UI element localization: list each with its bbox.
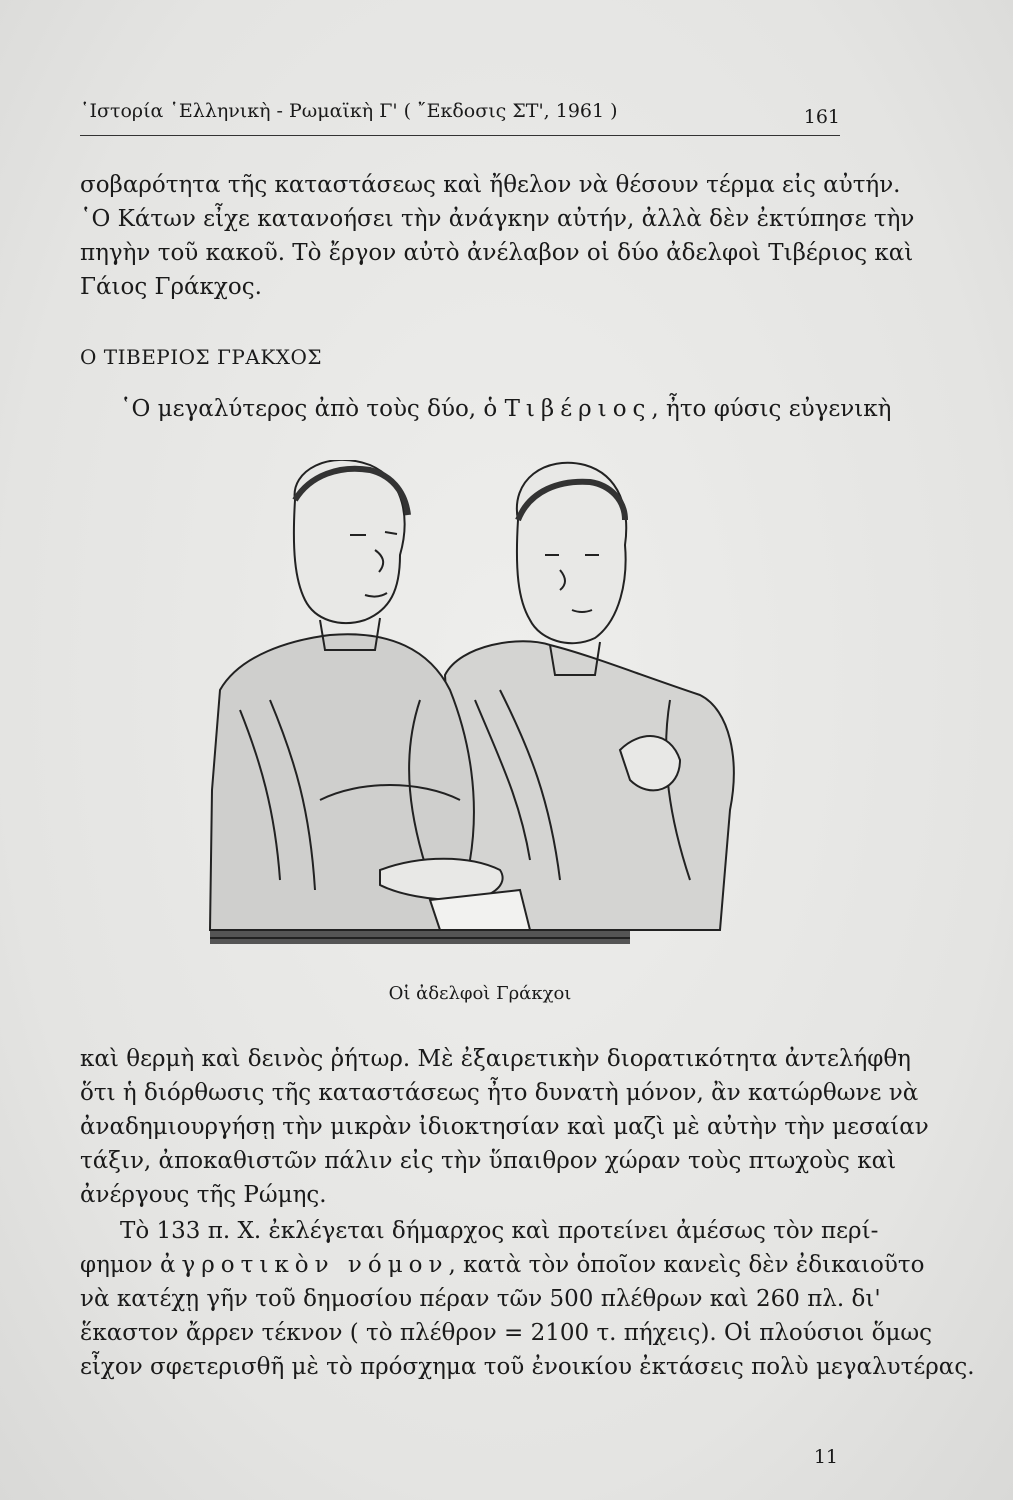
page-number: 161: [803, 106, 840, 128]
text-line: ἀναδημιουργήσῃ τὴν μικρὰν ἰδιοκτησίαν καὶ μαζὶ μὲ αὐτὴν τὴν μεσαίαν: [80, 1114, 929, 1140]
emphasized-law-name: ἀγροτικὸν νόμον: [159, 1252, 449, 1278]
engraving-illustration: [200, 460, 760, 960]
text-line: Τὸ 133 π. Χ. ἐκλέγεται δήμαρχος καὶ προτείνει ἀμέσως τὸν περί-: [120, 1218, 879, 1244]
text-line: καὶ θερμὴ καὶ δεινὸς ῥήτωρ. Μὲ ἐξαιρετικὴν διορατικότητα ἀντελήφθη: [80, 1046, 911, 1072]
text-line: τάξιν, ἀποκαθιστῶν πάλιν εἰς τὴν ὕπαιθρον χώραν τοὺς πτωχοὺς καὶ: [80, 1148, 897, 1174]
text-line: εἶχον σφετερισθῆ μὲ τὸ πρόσχημα τοῦ ἐνοικίου ἐκτάσεις πολὺ μεγαλυτέρας.: [80, 1354, 975, 1380]
section-first-line: [80, 392, 892, 426]
text-line: ἀνέργους τῆς Ρώμης.: [80, 1182, 327, 1208]
running-title: ῾Ιστορία ῾Ελληνικὴ - Ρωμαϊκὴ Γ' ( ῎Εκδοσις ΣΤ', 1961 ): [80, 100, 618, 122]
law-line-end: , κατὰ τὸν ὁποῖον κανεὶς δὲν ἐδικαιοῦτο: [448, 1252, 925, 1278]
text-line: πηγὴν τοῦ κακοῦ. Τὸ ἔργον αὐτὸ ἀνέλαβον οἱ δύο ἀδελφοὶ Τιβέριος καὶ: [80, 240, 914, 266]
gracchi-brothers-engraving: [200, 460, 760, 960]
figure-gaius: [445, 463, 734, 930]
emphasized-name: Τιβέριος: [504, 396, 652, 422]
text-line: ἕκαστον ἄρρεν τέκνον ( τὸ πλέθρον = 2100 τ. πήχεις). Οἱ πλούσιοι ὅμως: [80, 1320, 933, 1346]
text-line: ὅτι ἡ διόρθωσις τῆς καταστάσεως ἦτο δυνατὴ μόνον, ἂν κατώρθωνε νὰ: [80, 1080, 919, 1106]
first-line-start: ῾Ο μεγαλύτερος ἀπὸ τοὺς δύο, ὁ: [120, 396, 505, 422]
first-line-end: , ἦτο φύσις εὐγενικὴ: [651, 396, 892, 422]
signature-mark: 11: [813, 1446, 838, 1468]
law-line-start: φημον: [80, 1252, 160, 1278]
intro-paragraph: [80, 168, 915, 304]
header-rule: [80, 135, 840, 136]
section-heading: Ο ΤΙΒΕΡΙΟΣ ΓΡΑΚΧΟΣ: [80, 345, 323, 369]
text-line: ῾Ο Κάτων εἶχε κατανοήσει τὴν ἀνάγκην αὐτήν, ἀλλὰ δὲν ἐκτύπησε τὴν: [80, 206, 915, 232]
figure-caption: Οἱ ἀδελφοὶ Γράκχοι: [388, 983, 572, 1004]
law-paragraph: [80, 1214, 975, 1384]
text-line: σοβαρότητα τῆς καταστάσεως καὶ ἤθελον νὰ θέσουν τέρμα εἰς αὐτήν.: [80, 172, 901, 198]
running-head: [80, 96, 840, 126]
continuation-paragraph: [80, 1042, 929, 1212]
text-line: Γάιος Γράκχος.: [80, 274, 262, 300]
text-line: νὰ κατέχῃ γῆν τοῦ δημοσίου πέραν τῶν 500 πλέθρων καὶ 260 πλ. δι': [80, 1286, 881, 1312]
